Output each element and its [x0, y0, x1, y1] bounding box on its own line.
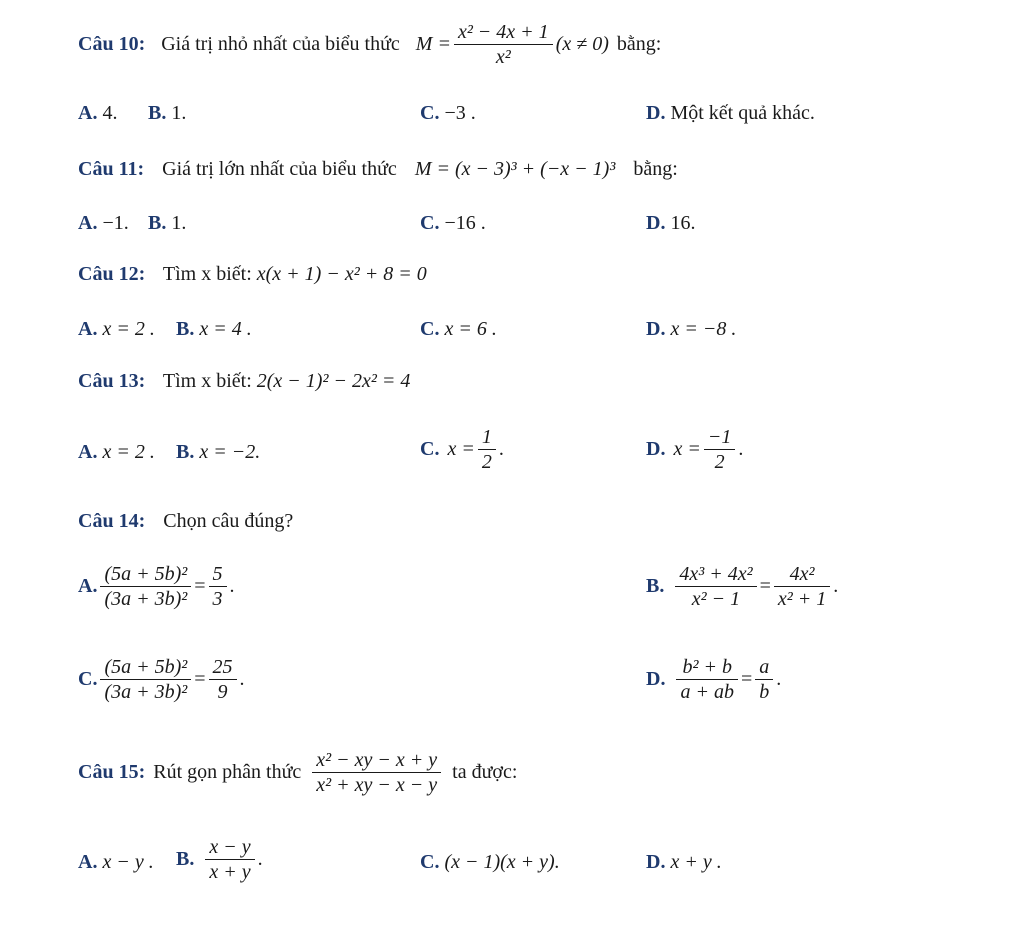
fraction-denominator: (3a + 3b)² — [104, 681, 188, 703]
option-label: B. — [646, 575, 665, 597]
option-10-b[interactable] — [148, 102, 186, 125]
option-fraction — [478, 425, 496, 474]
fraction-denominator: 3 — [212, 588, 223, 610]
option-suffix: . — [229, 575, 235, 597]
option-value: x = 2 . — [102, 441, 155, 463]
fraction-denominator: a + ab — [680, 681, 734, 703]
fraction-numerator: b² + b — [676, 655, 738, 680]
option-15-b[interactable] — [176, 835, 263, 884]
option-label: B. — [148, 102, 167, 124]
option-suffix: . — [776, 668, 782, 690]
fraction-numerator: a — [755, 655, 773, 680]
question-15 — [78, 748, 517, 797]
fraction-denominator: x² — [495, 46, 511, 68]
option-label: D. — [646, 668, 666, 690]
fraction-denominator: 2 — [714, 451, 725, 473]
fraction-denominator: x + y — [209, 861, 251, 883]
option-value: (x − 1)(x + y). — [444, 851, 560, 873]
option-value: x = 6 . — [444, 318, 497, 340]
option-13-b[interactable] — [176, 441, 260, 464]
option-label: D. — [646, 438, 666, 460]
question-11-text: Giá trị lớn nhất của biểu thức — [162, 158, 397, 180]
question-12-text: Tìm x biết: — [162, 263, 252, 285]
option-label: D. — [646, 212, 666, 234]
option-suffix: . — [498, 438, 504, 460]
fraction-numerator: 4x³ + 4x² — [675, 562, 756, 587]
option-label: C. — [420, 102, 440, 124]
option-label: B. — [176, 441, 195, 463]
fraction-denominator: b — [759, 681, 770, 703]
option-label: B. — [148, 212, 167, 234]
option-label: A. — [78, 575, 98, 597]
fraction-numerator: x² − 4x + 1 — [454, 20, 553, 45]
question-10 — [78, 20, 661, 69]
option-suffix: . — [257, 848, 263, 870]
option-11-b[interactable] — [148, 212, 186, 235]
option-fraction-left — [100, 655, 191, 704]
question-10-condition: (x ≠ 0) — [555, 33, 609, 55]
option-11-a[interactable] — [78, 212, 129, 235]
option-fraction-right — [209, 655, 237, 704]
question-10-text: Giá trị nhỏ nhất của biểu thức — [161, 33, 400, 55]
question-10-label: Câu 10: — [78, 33, 146, 55]
question-12-label: Câu 12: — [78, 263, 146, 285]
option-11-d[interactable] — [646, 212, 695, 235]
option-prefix: x = — [447, 438, 475, 460]
option-label: C. — [78, 668, 98, 690]
option-12-c[interactable] — [420, 318, 497, 341]
question-12-expr: x(x + 1) − x² + 8 = 0 — [256, 263, 427, 285]
option-value: 1. — [171, 102, 187, 124]
option-value: x = 4 . — [199, 318, 252, 340]
question-15-suffix: ta được: — [452, 761, 518, 783]
fraction-numerator: (5a + 5b)² — [100, 655, 191, 680]
option-label: C. — [420, 851, 440, 873]
fraction-denominator: x² + xy − x − y — [316, 774, 438, 796]
fraction-denominator: x² − 1 — [691, 588, 741, 610]
option-10-d[interactable] — [646, 102, 815, 125]
option-label: A. — [78, 212, 98, 234]
option-suffix: . — [239, 668, 245, 690]
option-14-b[interactable] — [646, 562, 838, 611]
option-15-c[interactable] — [420, 851, 560, 874]
option-value: −16 . — [444, 212, 486, 234]
option-fraction — [704, 425, 736, 474]
question-15-label: Câu 15: — [78, 761, 146, 783]
option-value: 16. — [670, 212, 696, 234]
question-13-text: Tìm x biết: — [162, 370, 252, 392]
option-label: B. — [176, 848, 195, 870]
option-13-d[interactable] — [646, 425, 743, 474]
question-12 — [78, 263, 427, 286]
option-15-a[interactable] — [78, 851, 154, 874]
question-13-label: Câu 13: — [78, 370, 146, 392]
option-fraction-left — [100, 562, 191, 611]
question-14-label: Câu 14: — [78, 510, 146, 532]
option-14-d[interactable] — [646, 655, 781, 704]
option-fraction-left — [675, 562, 756, 611]
option-label: A. — [78, 441, 98, 463]
option-fraction-right — [209, 562, 227, 611]
option-fraction-right — [755, 655, 773, 704]
question-11-label: Câu 11: — [78, 158, 145, 180]
option-prefix: x = — [673, 438, 701, 460]
question-14 — [78, 510, 293, 533]
option-10-c[interactable] — [420, 102, 476, 125]
option-suffix: . — [833, 575, 839, 597]
option-11-c[interactable] — [420, 212, 486, 235]
option-label: A. — [78, 318, 98, 340]
option-value: Một kết quả khác. — [670, 102, 815, 124]
question-14-text: Chọn câu đúng? — [163, 510, 294, 532]
option-12-d[interactable] — [646, 318, 736, 341]
option-label: D. — [646, 318, 666, 340]
fraction-numerator: 1 — [478, 425, 496, 450]
option-10-a[interactable] — [78, 102, 117, 125]
option-value: x + y . — [670, 851, 722, 873]
equals-sign: = — [759, 575, 771, 597]
equals-sign: = — [194, 575, 206, 597]
question-15-fraction — [312, 748, 441, 797]
option-suffix: . — [738, 438, 744, 460]
option-14-a[interactable] — [78, 562, 235, 611]
option-15-d[interactable] — [646, 851, 722, 874]
fraction-denominator: x² + 1 — [777, 588, 827, 610]
question-13 — [78, 370, 410, 393]
option-value: −3 . — [444, 102, 476, 124]
equals-sign: = — [194, 668, 206, 690]
question-11 — [78, 158, 678, 181]
option-value: x − y . — [102, 851, 154, 873]
question-15-text: Rút gọn phân thức — [153, 761, 302, 783]
option-14-c[interactable] — [78, 655, 245, 704]
fraction-numerator: 25 — [209, 655, 237, 680]
fraction-numerator: −1 — [704, 425, 736, 450]
fraction-denominator: (3a + 3b)² — [104, 588, 188, 610]
fraction-numerator: (5a + 5b)² — [100, 562, 191, 587]
option-fraction-left — [676, 655, 738, 704]
option-value: 1. — [171, 212, 187, 234]
fraction-denominator: 9 — [217, 681, 228, 703]
question-13-expr: 2(x − 1)² − 2x² = 4 — [256, 370, 411, 392]
option-13-a[interactable] — [78, 441, 155, 464]
option-12-a[interactable] — [78, 318, 155, 341]
fraction-numerator: 5 — [209, 562, 227, 587]
fraction-numerator: x − y — [205, 835, 254, 860]
question-11-suffix: bằng: — [633, 158, 678, 180]
option-label: C. — [420, 212, 440, 234]
question-10-fraction — [454, 20, 553, 69]
option-fraction-right — [774, 562, 830, 611]
equals-sign: = — [740, 668, 753, 690]
option-label: B. — [176, 318, 195, 340]
option-fraction — [205, 835, 254, 884]
option-value: x = −8 . — [670, 318, 737, 340]
option-value: x = −2. — [199, 441, 261, 463]
question-11-expr: M = (x − 3)³ + (−x − 1)³ — [414, 158, 616, 180]
question-10-expr-lhs: M = — [415, 33, 451, 55]
question-10-suffix: bằng: — [616, 33, 662, 55]
fraction-denominator: 2 — [481, 451, 492, 473]
option-label: D. — [646, 851, 666, 873]
option-label: D. — [646, 102, 666, 124]
option-label: A. — [78, 851, 98, 873]
option-label: C. — [420, 438, 440, 460]
option-value: −1. — [102, 212, 129, 234]
option-12-b[interactable] — [176, 318, 252, 341]
fraction-numerator: x² − xy − x + y — [312, 748, 441, 773]
option-label: C. — [420, 318, 440, 340]
option-value: 4. — [102, 102, 118, 124]
option-label: A. — [78, 102, 98, 124]
fraction-numerator: 4x² — [774, 562, 830, 587]
option-value: x = 2 . — [102, 318, 155, 340]
option-13-c[interactable] — [420, 425, 504, 474]
